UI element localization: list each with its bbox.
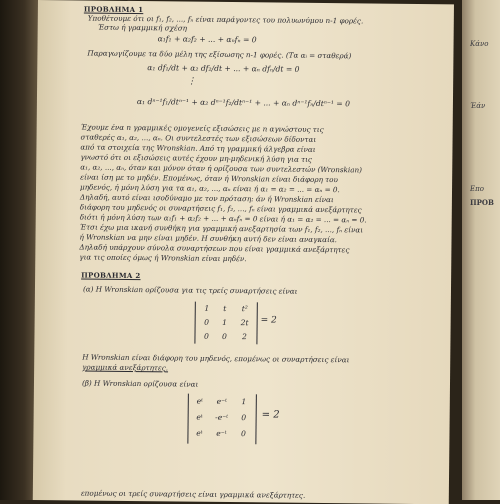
paragraph-line: Έχουμε ένα n γραμμικές ομογενείς εξισώσεις με n αγνώστους τις [80,122,324,134]
problem-2-title: ΠΡΟΒΛΗΜΑ 2 [81,270,141,281]
vertical-ellipsis: ⋮ [187,76,197,87]
paragraph-line: Δηλαδή υπάρχουν σύνολα συναρτήσεων που είναι γραμμικά ανεξάρτητες [79,242,350,255]
det-a-cell: 1 [222,317,228,327]
paragraph-line: α₁, α₂, ..., αₙ, όταν και μόνον όταν ή ορίζουσα των συντελεστών (Wronskian) [80,162,363,175]
paragraph-line: από τα στοιχεία της Wronskian. Από τη γραμμική άλγεβρα είναι [80,142,316,154]
det-b-cell: eᵗ [196,396,204,406]
paragraph-line: Δηλαδή, αυτό είναι ισοδύναμο με τον πρόταση: άν ή Wronskian είναι [79,192,334,205]
paragraph-line: Έτσι έχω μια ικανή συνθήκη για γραμμική ανεξαρτησία των f₁, f₂, ..., fₙ είναι [79,222,364,235]
det-a-cell: 2 [242,332,247,342]
first-derivative-equation: α₁ df₁/dt + α₂ df₂/dt + ... + αₙ dfₙ/dt = 0 [147,63,300,74]
paragraph-line: ή Wronskian να μην είναι μηδέν. Η συνθήκη αυτή δεν είναι αναγκαία. [79,232,338,245]
problem-1-intro-2: Έστω ή γραμμική σχέση [97,22,188,33]
det-b-cell: 0 [241,429,246,439]
determinant-a [194,302,277,345]
paragraph-line: μηδενός, ή μόνη λύση για τα α₁, α₂, ..., αₙ είναι ή α₁ = α₂ = ... = αₙ = 0. [79,182,340,195]
conclusion-a-line-2: γραμμικά ανεξάρτητες. [82,362,169,373]
paragraph-line: διότι ή μόνη λύση των α₁f₁ + α₂f₂ + ... + αₙfₙ = 0 είναι ή α₁ = α₂ = ... = αₙ = 0. [79,212,367,225]
det-b-cell: -e⁻ᵗ [215,412,229,423]
determinant-bar-left [194,302,195,344]
paragraph-line: είναι ίση με το μηδέν. Επομένως, όταν ή Wronskian είναι διάφορη του [80,172,338,185]
facing-page-fragment: ΠΡΟΒ [470,198,494,207]
determinant-bar-right [255,394,257,444]
nth-derivative-equation: α₁ dⁿ⁻¹f₁/dtⁿ⁻¹ + α₂ dⁿ⁻¹f₂/dtⁿ⁻¹ + ... + αₙ dⁿ⁻¹fₙ/dtⁿ⁻¹ = 0 [136,97,350,109]
paragraph-line: για τις οποίες όμως ή Wronskian είναι μηδέν. [79,252,247,264]
conclusion-b: επομένως οι τρείς συναρτήσεις είναι γραμμικά ανεξάρτητες. [80,488,306,500]
det-a-cell: 1 [204,303,210,313]
det-a-cell: t [223,303,227,313]
facing-page [462,0,500,500]
determinant-b [187,394,288,445]
paragraph-line: σταθερές α₁, α₂, ..., αₙ. Οι συντελεστές των εξισώσεων δίδονται [80,132,317,144]
facing-page-fragment: Κάνο [470,40,489,48]
det-a-cell: 0 [204,331,209,341]
det-b-value: = 2 [261,409,280,421]
det-a-cell: 2t [240,318,249,328]
part-a-text: (α) Η Wronskian ορίζουσα για τις τρείς συναρτήσεις είναι [82,284,298,296]
facing-page-fragment: Έάν [470,102,486,110]
determinant-bar-right [256,302,257,344]
determinant-bar-left [187,394,189,444]
det-b-cell: e⁻ᵗ [216,396,228,407]
part-b-text: (β) Η Wronskian ορίζουσα είναι [81,378,199,389]
det-b-cell: eᵗ [196,428,203,438]
det-a-value: = 2 [260,315,277,326]
det-a-cell: 0 [204,317,210,327]
det-b-cell: e⁻ᵗ [216,428,227,438]
det-b-cell: eᵗ [196,412,203,422]
det-a-cell: t² [241,304,248,314]
handwritten-page [33,0,454,504]
facing-page-fragment: Επο [470,185,484,193]
problem-1-title: ΠΡΟΒΛΗΜΑ 1 [83,4,144,15]
paragraph-line: διάφορη του μηδενός οι συναρτήσεις f₁, f₂, ..., fₙ είναι γραμμικά ανεξάρτητες [79,202,362,215]
differentiation-intro: Παραγωγίζουμε τα δύο μέλη της εξίσωσης n-1 φορές. (Τα αᵢ = σταθερά) [87,48,352,61]
det-a-cell: 0 [222,331,227,341]
conclusion-a-line-1: Η Wronskian είναι διάφορη του μηδενός, επομένως οι συναρτήσεις είναι [82,352,350,365]
paragraph-line: γνωστό ότι οι εξισώσεις αυτές έχουν μη-μηδενική λύση για τις [80,152,313,164]
det-b-cell: 1 [241,397,247,407]
det-b-cell: 0 [241,413,247,423]
linear-relation-equation: α₁f₁ + α₂f₂ + ... + αₙfₙ = 0 [157,34,257,45]
problem-1-intro: Υποθέτουμε ότι οι f₁, f₂, ..., fₙ είναι παράγοντες του πολυωνύμου n-1 φορές. [87,13,364,26]
